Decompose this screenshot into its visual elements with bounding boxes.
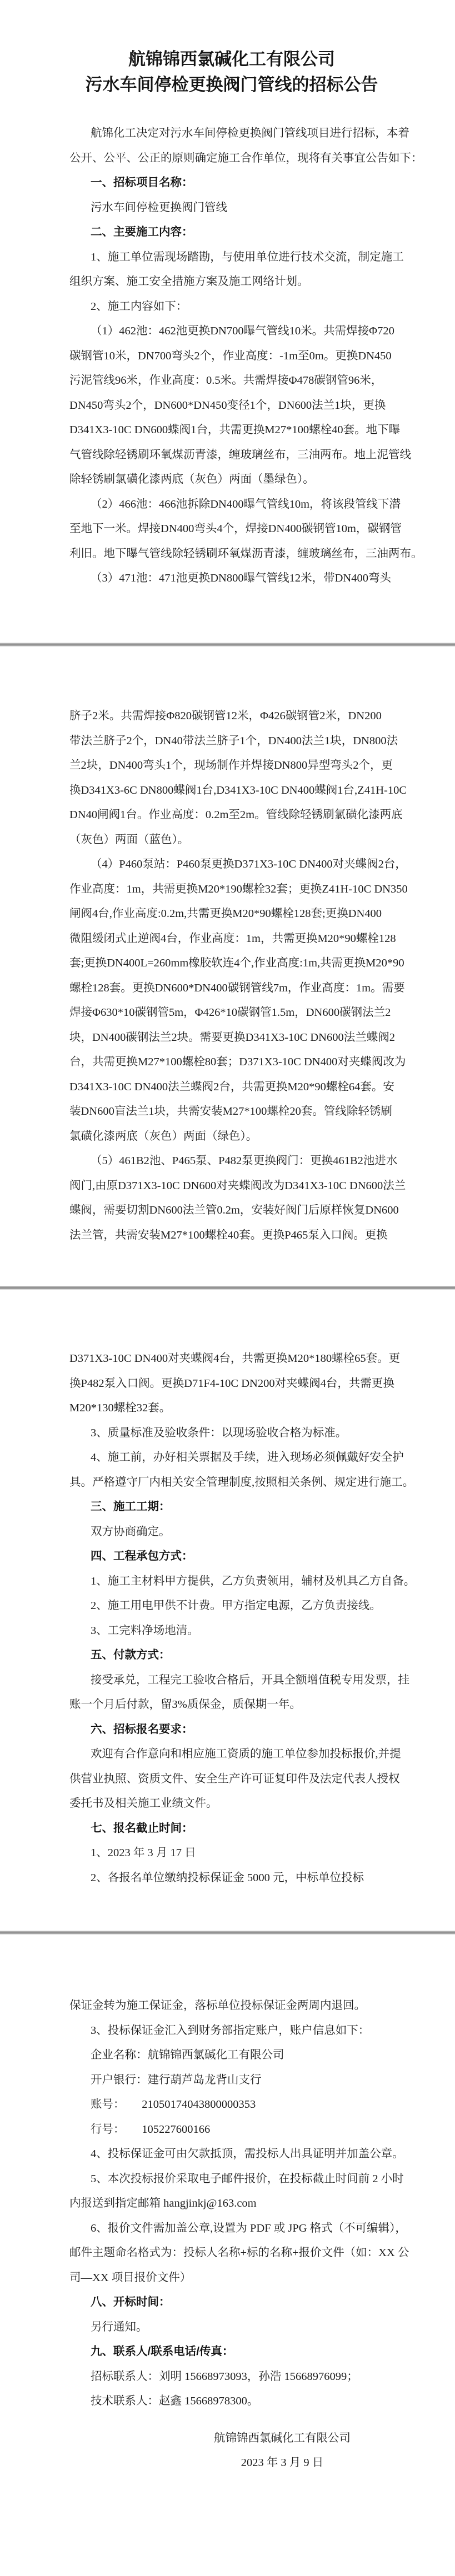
page-2 bbox=[0, 646, 455, 1286]
text-line: D371X3-10C DN400对夹蝶阀4台，共需更换M20*180螺栓65套。更 bbox=[69, 1352, 401, 1365]
text-line: 欢迎有合作意向和相应施工资质的施工单位参加投标报价,并提 bbox=[91, 1748, 401, 1760]
text-line: 螺栓128套。更换DN600*DN400碳钢管线7m，作业高度：1m。需要 bbox=[69, 981, 405, 994]
text-line: 带法兰脐子2个，DN40带法兰脐子1个，DN400法兰1块，DN800法 bbox=[69, 734, 398, 747]
text-line: 司—XX 项目报价文件） bbox=[69, 2271, 192, 2284]
text-line: 法兰管，共需安装M27*100螺栓40套。更换P465泵入口阀。更换 bbox=[69, 1229, 388, 1241]
text-line: 换P482泵入口阀。更换D71F4-10C DN200对夹蝶阀4台，共需更换 bbox=[69, 1377, 394, 1390]
text-line: D341X3-10C DN400法兰蝶阀2台，共需更换M20*90螺栓64套。安 bbox=[69, 1080, 394, 1093]
page-4 bbox=[0, 1934, 455, 2576]
text-line: D341X3-10C DN600蝶阀1台，共需更换M27*100螺栓40套。地下曝 bbox=[69, 424, 401, 436]
text-line: 供营业执照、资质文件、安全生产许可证复印件及法定代表人授权 bbox=[69, 1772, 400, 1785]
page-1 bbox=[0, 0, 455, 643]
document-title-line: 污水车间停检更换阀门管线的招标公告 bbox=[85, 75, 378, 94]
text-line: 至地下一米。焊接DN400弯头4个，焊接DN400碳钢管10m，碳钢管 bbox=[69, 523, 402, 535]
text-line: 闸阀4台,作业高度:0.2m,共需更换M20*90螺栓128套;更换DN400 bbox=[69, 908, 382, 920]
text-line: 换D341X3-6C DN800蝶阀1台,D341X3-10C DN400蝶阀1台,Z41H-10C bbox=[69, 784, 407, 796]
text-line: 2、施工内容如下： bbox=[91, 300, 188, 313]
text-line: DN450弯头2个，DN600*DN450变径1个，DN600法兰1块，更换 bbox=[69, 399, 386, 412]
text-line: 碳钢管10米，DN700弯头2个，作业高度：-1m至0m。更换DN450 bbox=[69, 349, 392, 362]
text-line: 行号： 105227600166 bbox=[91, 2123, 211, 2136]
page-separator bbox=[0, 1286, 455, 1290]
text-line: 另行通知。 bbox=[91, 2321, 148, 2333]
text-line: 2、各报名单位缴纳投标保证金 5000 元，中标单位投标 bbox=[91, 1871, 364, 1884]
signature-company: 航锦锦西氯碱化工有限公司 bbox=[214, 2432, 351, 2444]
text-line: （4）P460泵站：P460泵更换D371X3-10C DN400对夹蝶阀2台， bbox=[91, 858, 407, 870]
text-line: 组织方案、施工安全措施方案及施工网络计划。 bbox=[69, 275, 309, 288]
text-line: 块，DN400碳钢法兰2块。需要更换D341X3-10C DN600法兰蝶阀2 bbox=[69, 1031, 395, 1044]
text-line: 4、施工前，办好相关票据及手续，进入现场必须佩戴好安全护 bbox=[91, 1451, 404, 1464]
text-line: 3、工完料净场地清。 bbox=[91, 1624, 199, 1637]
text-line: 作业高度：1m，共需更换M20*190螺栓32套；更换Z41H-10C DN350 bbox=[69, 883, 408, 895]
text-line: 1、施工主材料甲方提供，乙方负责领用，辅材及机具乙方自备。 bbox=[91, 1575, 416, 1587]
text-line: （2）466池：466池拆除DN400曝气管线10m，将该段管线下潜 bbox=[91, 498, 401, 510]
text-line: 技术联系人：赵鑫 15668978300。 bbox=[91, 2395, 259, 2407]
text-line: 账一个月后付款，留3%质保金，质保期一年。 bbox=[69, 1698, 301, 1711]
text-line: 氯磺化漆两底（灰色）两面（绿色）。 bbox=[69, 1130, 258, 1142]
text-line: 脐子2米。共需焊接Φ820碳钢管12米，Φ426碳钢管2米，DN200 bbox=[69, 710, 382, 722]
page-separator bbox=[0, 1931, 455, 1934]
text-line: （灰色）两面（蓝色）。 bbox=[69, 833, 189, 846]
text-line: 污水车间停检更换阀门管线 bbox=[91, 201, 227, 214]
text-line: （3）471池：471池更换DN800曝气管线12米，带DN400弯头 bbox=[91, 572, 391, 584]
text-line: M20*130螺栓32套。 bbox=[69, 1402, 171, 1414]
text-line: 委托书及相关施工业绩文件。 bbox=[69, 1797, 218, 1810]
text-line: 航锦化工决定对污水车间停检更换阀门管线项目进行招标，本着 bbox=[91, 127, 409, 139]
text-line: 1、2023 年 3 月 17 日 bbox=[91, 1847, 196, 1859]
text-line: 装DN600盲法兰1块，共需安装M27*100螺栓20套。管线除轻锈刷 bbox=[69, 1105, 392, 1117]
section-heading: 八、开标时间： bbox=[91, 2296, 171, 2308]
text-line: 具。严格遵守厂内相关安全管理制度,按照相关条例、规定进行施工。 bbox=[69, 1476, 414, 1489]
signature-date: 2023 年 3 月 9 日 bbox=[241, 2457, 324, 2469]
text-line: 接受承兑，工程完工验收合格后，开具全额增值税专用发票，挂 bbox=[91, 1673, 409, 1686]
text-line: 阀门,由原D371X3-10C DN600对夹蝶阀改为D341X3-10C DN600法兰 bbox=[69, 1179, 406, 1192]
section-heading: 七、报名截止时间： bbox=[91, 1821, 193, 1835]
text-line: 4、投标保证金可由欠款抵顶，需投标人出具证明并加盖公章。 bbox=[91, 2148, 404, 2160]
text-line: 招标联系人：刘明 15668973093，孙浩 15668976099； bbox=[91, 2370, 358, 2383]
text-line: 双方协商确定。 bbox=[91, 1525, 171, 1538]
text-line: 焊接Φ630*10碳钢管5m，Φ426*10碳钢管1.5m，DN600碳钢法兰2 bbox=[69, 1006, 391, 1019]
text-line: 保证金转为施工保证金，落标单位投标保证金两周内退回。 bbox=[69, 1999, 366, 2012]
page-separator bbox=[0, 643, 455, 646]
page-3 bbox=[0, 1290, 455, 1931]
text-line: 邮件主题命名格式为：投标人名称+标的名称+报价文件（如：XX 公 bbox=[69, 2247, 409, 2259]
text-line: 利旧。地下曝气管线除轻锈刷环氧煤沥青漆，缠玻璃丝布，三油两布。 bbox=[69, 547, 423, 560]
text-line: 除轻锈刷氯磺化漆两底（灰色）两面（墨绿色）。 bbox=[69, 473, 314, 485]
section-heading: 六、招标报名要求： bbox=[91, 1722, 193, 1736]
text-line: 3、投标保证金汇入到财务部指定账户，账户信息如下： bbox=[91, 2024, 370, 2037]
signature-block bbox=[214, 2426, 351, 2475]
text-line: 公开、公平、公正的原则确定施工合作单位，现将有关事宜公告如下： bbox=[69, 152, 423, 164]
document-title-line: 航锦锦西氯碱化工有限公司 bbox=[128, 49, 335, 69]
text-line: （1）462池：462池更换DN700曝气管线10米。共需焊接Φ720 bbox=[91, 325, 394, 337]
section-heading: 三、施工工期： bbox=[91, 1500, 171, 1513]
section-heading: 四、工程承包方式： bbox=[91, 1550, 193, 1562]
text-line: 污泥管线96米，作业高度：0.5米。共需焊接Φ478碳钢管96米， bbox=[69, 374, 383, 387]
section-heading: 一、招标项目名称： bbox=[91, 176, 193, 189]
text-line: 账号： 21050174043800000353 bbox=[91, 2098, 256, 2111]
text-line: 5、本次投标报价采取电子邮件报价，在投标截止时间前 2 小时 bbox=[91, 2172, 404, 2185]
text-line: 微阻缓闭式止逆阀4台，作业高度：1m，共需更换M20*90螺栓128 bbox=[69, 932, 396, 945]
text-line: 1、施工单位需现场踏勘，与使用单位进行技术交流，制定施工 bbox=[91, 250, 404, 263]
text-line: 气管线除轻锈刷环氧煤沥青漆，缠玻璃丝布，三油两布。地上泥管线 bbox=[69, 448, 411, 461]
text-line: 企业名称：航锦锦西氯碱化工有限公司 bbox=[91, 2049, 284, 2061]
section-heading: 五、付款方式： bbox=[91, 1648, 171, 1661]
text-line: 兰2块，DN400弯头1个，现场制作并焊接DN800异型弯头2个，更 bbox=[69, 759, 393, 771]
text-line: 内报送到指定邮箱 hangjinkj@163.com bbox=[69, 2197, 257, 2209]
text-line: 6、报价文件需加盖公章,设置为 PDF 或 JPG 格式（不可编辑）， bbox=[91, 2222, 407, 2234]
section-heading: 二、主要施工内容： bbox=[91, 225, 193, 238]
text-line: DN40闸阀1台。作业高度：0.2m至2m。管线除轻锈刷氯磺化漆两底 bbox=[69, 809, 403, 821]
text-line: 开户银行：建行葫芦岛龙背山支行 bbox=[91, 2073, 262, 2086]
text-line: 3、质量标准及验收条件：以现场验收合格为标准。 bbox=[91, 1426, 347, 1439]
text-line: 台，共需更换M27*100螺栓80套；D371X3-10C DN400对夹蝶阀改为 bbox=[69, 1056, 406, 1068]
text-line: 蝶阀，需要切割DN600法兰管0.2m，安装好阀门后原样恢复DN600 bbox=[69, 1204, 399, 1216]
text-line: 套;更换DN400L=260mm橡胶软连4个,作业高度:1m,共需更换M20*90 bbox=[69, 957, 404, 969]
text-line: （5）461B2池、P465泵、P482泵更换阀门：更换461B2池进水 bbox=[91, 1155, 398, 1167]
spacer bbox=[69, 98, 394, 121]
text-line: 2、施工用电甲供不计费。甲方指定电源，乙方负责接线。 bbox=[91, 1600, 381, 1612]
section-heading: 九、联系人/联系电话/传真： bbox=[91, 2345, 234, 2358]
